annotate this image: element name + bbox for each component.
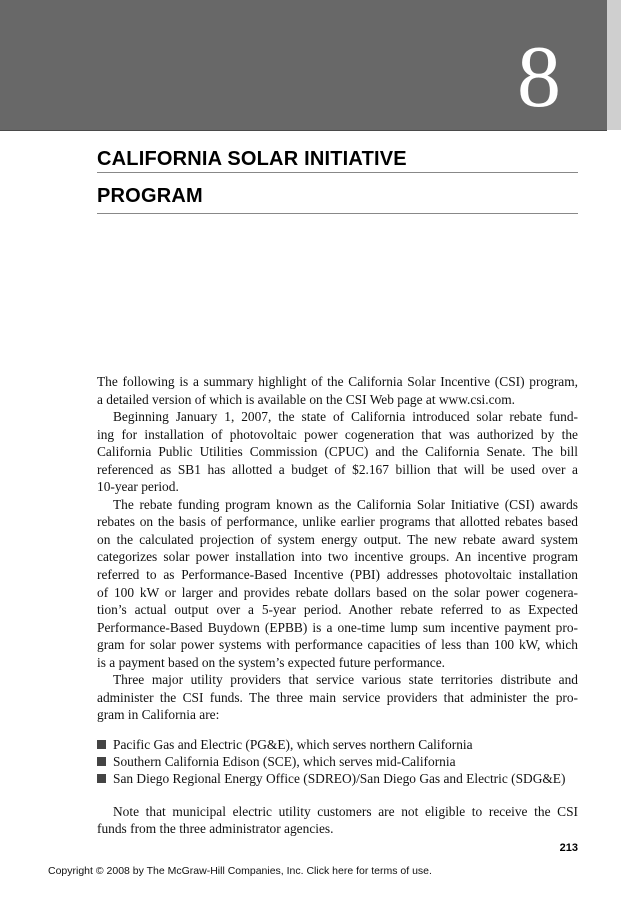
text-line: gram for solar power systems with performance capacities of less than 100 kW, which <box>97 637 578 653</box>
paragraph-1 <box>97 373 578 408</box>
provider-list <box>97 736 578 788</box>
text-line: The rebate funding program known as the California Solar Initiative (CSI) awards <box>113 496 578 512</box>
text-line: 10-year period. <box>97 479 179 495</box>
text-line: Performance-Based Buydown (EPBB) is a one-time lump sum incentive payment pro- <box>97 619 578 635</box>
list-item-text: San Diego Regional Energy Office (SDREO)/San Diego Gas and Electric (SDG&E) <box>113 771 566 787</box>
text-line: California Public Utilities Commission (CPUC) and the California Senate. The bill <box>97 444 578 460</box>
list-item <box>97 736 578 753</box>
text-line: tion’s actual output over a 5-year period. Another rebate referred to as Expected <box>97 602 578 618</box>
chapter-title-line-1: CALIFORNIA SOLAR INITIATIVE <box>97 146 578 173</box>
text-line: categorizes solar power installation into two incentive groups. An incentive program <box>97 549 578 565</box>
list-item-text: Southern California Edison (SCE), which serves mid-California <box>113 753 456 769</box>
text-line: Beginning January 1, 2007, the state of California introduced solar rebate fund- <box>113 409 578 425</box>
chapter-header-band <box>0 0 607 131</box>
text-line: funds from the three administrator agencies. <box>97 821 334 837</box>
list-item <box>97 770 578 787</box>
list-item-text: Pacific Gas and Electric (PG&E), which serves northern California <box>113 736 473 752</box>
text-line: Three major utility providers that service various state territories distribute and <box>113 672 578 688</box>
text-line: ing for installation of photovoltaic power cogeneration that was authorized by the <box>97 426 578 442</box>
text-line: of 100 kW or larger and provides rebate dollars based on the solar power cogenera- <box>97 584 578 600</box>
text-line: is a payment based on the system’s expected future performance. <box>97 654 446 670</box>
text-line: referred to as Performance-Based Incentive (PBI) addresses photovoltaic installation <box>97 567 578 583</box>
page-number: 213 <box>559 842 578 854</box>
text-line: Note that municipal electric utility customers are not eligible to receive the CSI <box>113 803 578 819</box>
paragraph-2 <box>97 408 578 496</box>
square-bullet-icon <box>97 757 106 766</box>
text-line: The following is a summary highlight of the California Solar Incentive (CSI) program, <box>97 374 578 389</box>
copyright-link[interactable]: Copyright © 2008 by The McGraw-Hill Companies, Inc. Click here for terms of use. <box>48 865 432 877</box>
list-item <box>97 753 578 770</box>
paragraph-4 <box>97 671 578 724</box>
square-bullet-icon <box>97 774 106 783</box>
text-line: administer the CSI funds. The three main service providers that administer the pro- <box>97 689 578 705</box>
chapter-title-line-2: PROGRAM <box>97 183 578 214</box>
page-edge-strip <box>607 0 621 130</box>
square-bullet-icon <box>97 740 106 749</box>
chapter-number: 8 <box>517 29 561 126</box>
note-paragraph <box>97 803 578 838</box>
text-line: referenced as SB1 has allotted a budget of $2.167 billion that will be used over a <box>97 461 578 477</box>
text-line: on the calculated projection of system energy output. The new rebate award system <box>97 531 578 547</box>
paragraph-3 <box>97 496 578 671</box>
text-line: gram in California are: <box>97 707 220 723</box>
text-line: rebates on the basis of performance, unlike earlier programs that allotted rebates based <box>97 514 578 530</box>
text-line: a detailed version of which is available on the CSI Web page at www.csi.com. <box>97 391 516 407</box>
body-text <box>97 373 578 838</box>
